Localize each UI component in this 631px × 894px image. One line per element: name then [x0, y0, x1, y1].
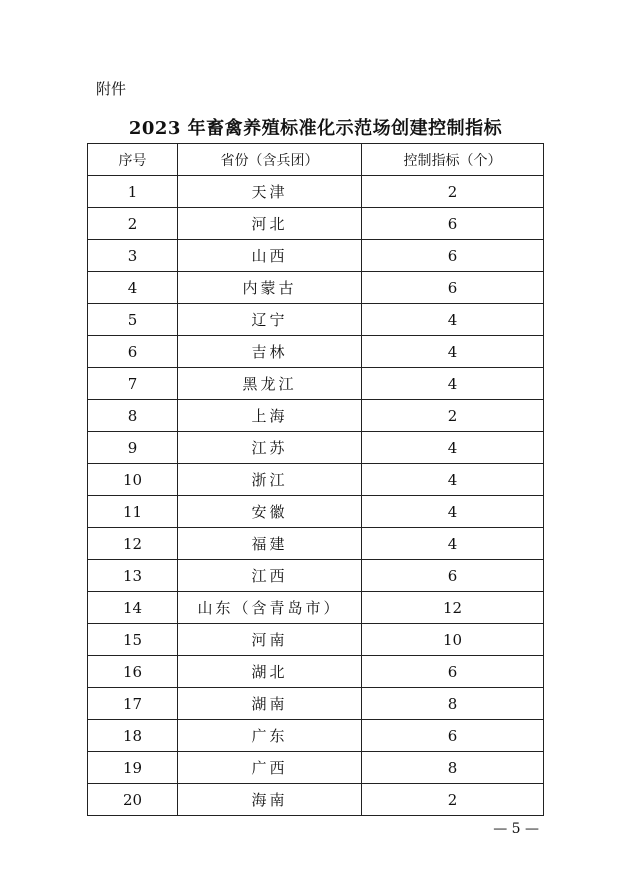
quota-table: [87, 143, 544, 816]
cell-quota: 8: [362, 752, 544, 784]
table-row: [88, 176, 544, 208]
table-row: [88, 784, 544, 816]
cell-province: 广西: [178, 752, 362, 784]
cell-quota: 2: [362, 400, 544, 432]
column-header-no: 序号: [88, 144, 178, 176]
document-title: 2023 年畜禽养殖标准化示范场创建控制指标: [128, 118, 503, 139]
cell-province: 安徽: [178, 496, 362, 528]
cell-quota: 6: [362, 720, 544, 752]
cell-province: 黑龙江: [178, 368, 362, 400]
table-row: [88, 528, 544, 560]
cell-quota: 6: [362, 240, 544, 272]
cell-province: 山东（含青岛市）: [178, 592, 362, 624]
table-row: [88, 432, 544, 464]
cell-province: 吉林: [178, 336, 362, 368]
cell-province: 浙江: [178, 464, 362, 496]
table-row: [88, 496, 544, 528]
cell-quota: 4: [362, 304, 544, 336]
cell-no: 10: [88, 464, 178, 496]
cell-quota: 2: [362, 176, 544, 208]
cell-no: 8: [88, 400, 178, 432]
cell-quota: 10: [362, 624, 544, 656]
cell-province: 海南: [178, 784, 362, 816]
cell-province: 天津: [178, 176, 362, 208]
cell-quota: 4: [362, 432, 544, 464]
cell-province: 辽宁: [178, 304, 362, 336]
cell-no: 12: [88, 528, 178, 560]
table-header-row: [88, 144, 544, 176]
cell-no: 7: [88, 368, 178, 400]
cell-province: 内蒙古: [178, 272, 362, 304]
cell-no: 9: [88, 432, 178, 464]
table-row: [88, 272, 544, 304]
cell-quota: 4: [362, 368, 544, 400]
cell-no: 3: [88, 240, 178, 272]
cell-quota: 6: [362, 272, 544, 304]
table-row: [88, 464, 544, 496]
cell-no: 2: [88, 208, 178, 240]
cell-no: 17: [88, 688, 178, 720]
cell-province: 福建: [178, 528, 362, 560]
cell-province: 河北: [178, 208, 362, 240]
page-number: — 5 —: [493, 821, 539, 837]
cell-quota: 6: [362, 656, 544, 688]
cell-quota: 4: [362, 496, 544, 528]
cell-no: 18: [88, 720, 178, 752]
cell-quota: 4: [362, 336, 544, 368]
cell-quota: 6: [362, 560, 544, 592]
cell-no: 20: [88, 784, 178, 816]
table-body: [88, 176, 544, 816]
cell-no: 13: [88, 560, 178, 592]
table-row: [88, 560, 544, 592]
table-row: [88, 624, 544, 656]
table-row: [88, 656, 544, 688]
cell-no: 14: [88, 592, 178, 624]
cell-quota: 8: [362, 688, 544, 720]
cell-quota: 2: [362, 784, 544, 816]
cell-no: 6: [88, 336, 178, 368]
table-row: [88, 336, 544, 368]
column-header-province: 省份（含兵团）: [178, 144, 362, 176]
cell-province: 上海: [178, 400, 362, 432]
cell-no: 15: [88, 624, 178, 656]
cell-quota: 4: [362, 464, 544, 496]
cell-province: 广东: [178, 720, 362, 752]
cell-province: 河南: [178, 624, 362, 656]
cell-province: 江西: [178, 560, 362, 592]
attachment-label: 附件: [96, 80, 127, 98]
table-row: [88, 752, 544, 784]
cell-no: 16: [88, 656, 178, 688]
table-row: [88, 368, 544, 400]
cell-no: 11: [88, 496, 178, 528]
table-row: [88, 400, 544, 432]
table-row: [88, 304, 544, 336]
cell-no: 5: [88, 304, 178, 336]
column-header-quota: 控制指标（个）: [362, 144, 544, 176]
table-row: [88, 688, 544, 720]
table-row: [88, 592, 544, 624]
cell-province: 山西: [178, 240, 362, 272]
cell-quota: 4: [362, 528, 544, 560]
cell-no: 19: [88, 752, 178, 784]
cell-no: 1: [88, 176, 178, 208]
cell-quota: 12: [362, 592, 544, 624]
table-row: [88, 240, 544, 272]
cell-quota: 6: [362, 208, 544, 240]
table-row: [88, 720, 544, 752]
cell-no: 4: [88, 272, 178, 304]
cell-province: 湖北: [178, 656, 362, 688]
cell-province: 江苏: [178, 432, 362, 464]
table-row: [88, 208, 544, 240]
cell-province: 湖南: [178, 688, 362, 720]
